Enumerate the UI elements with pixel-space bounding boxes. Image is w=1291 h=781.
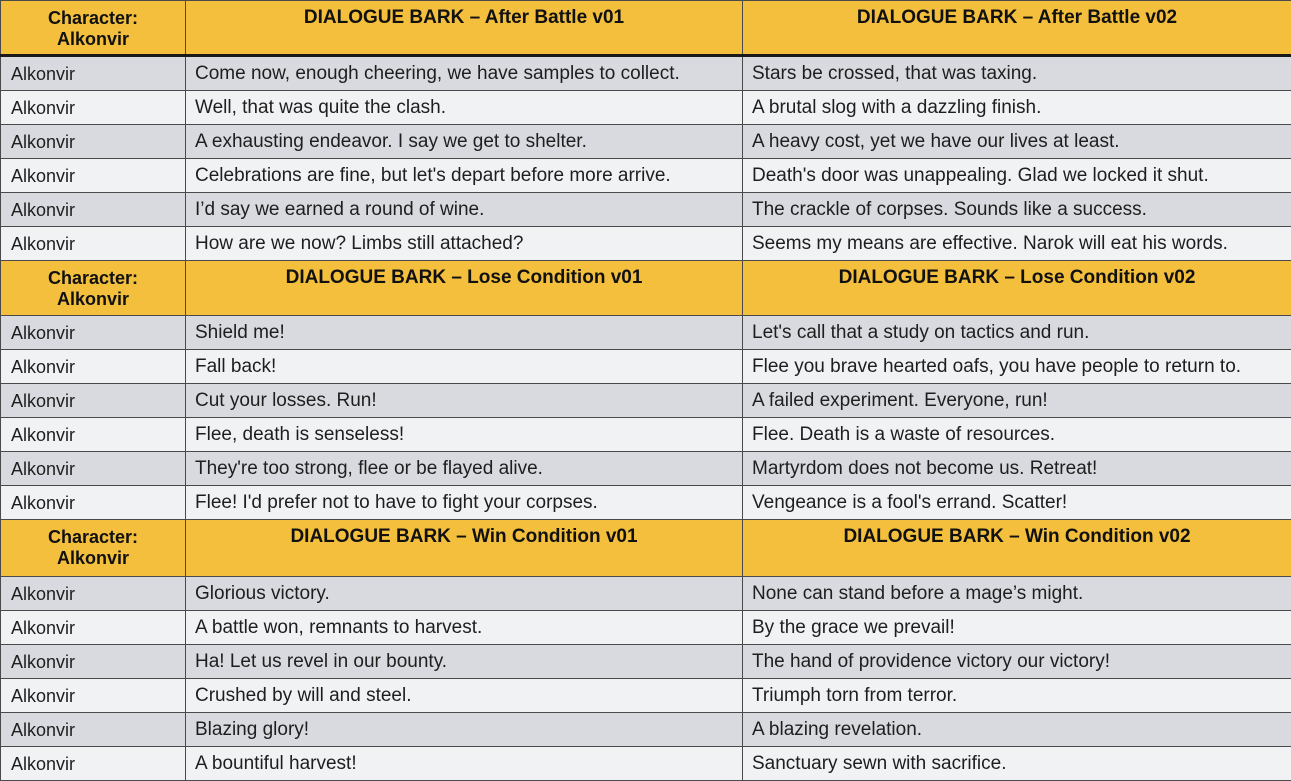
- section-header-win-condition: [1, 520, 1291, 577]
- character-label: Character:: [48, 527, 138, 547]
- bark-header-v01[interactable]: DIALOGUE BARK – After Battle v01: [186, 1, 743, 56]
- bark-cell-v01[interactable]: Flee, death is senseless!: [186, 418, 743, 452]
- bark-header-v02[interactable]: DIALOGUE BARK – After Battle v02: [743, 1, 1291, 56]
- bark-cell-v01[interactable]: Cut your losses. Run!: [186, 384, 743, 418]
- bark-cell-v02[interactable]: Flee you brave hearted oafs, you have people to return to.: [743, 350, 1291, 384]
- bark-cell-v01[interactable]: Shield me!: [186, 316, 743, 350]
- speaker-cell[interactable]: Alkonvir: [1, 452, 186, 486]
- bark-cell-v01[interactable]: A exhausting endeavor. I say we get to shelter.: [186, 125, 743, 159]
- bark-cell-v02[interactable]: By the grace we prevail!: [743, 611, 1291, 645]
- bark-cell-v02[interactable]: Stars be crossed, that was taxing.: [743, 56, 1291, 91]
- table-row: [1, 227, 1291, 261]
- bark-cell-v02[interactable]: Sanctuary sewn with sacrifice.: [743, 747, 1291, 781]
- bark-cell-v01[interactable]: Celebrations are fine, but let's depart before more arrive.: [186, 159, 743, 193]
- table-row: [1, 486, 1291, 520]
- bark-header-v01[interactable]: DIALOGUE BARK – Lose Condition v01: [186, 261, 743, 316]
- speaker-cell[interactable]: Alkonvir: [1, 713, 186, 747]
- bark-cell-v02[interactable]: A blazing revelation.: [743, 713, 1291, 747]
- table-row: [1, 747, 1291, 781]
- bark-cell-v01[interactable]: How are we now? Limbs still attached?: [186, 227, 743, 261]
- speaker-cell[interactable]: Alkonvir: [1, 611, 186, 645]
- bark-cell-v02[interactable]: None can stand before a mage’s might.: [743, 577, 1291, 611]
- bark-cell-v01[interactable]: Come now, enough cheering, we have samples to collect.: [186, 56, 743, 91]
- table-row: [1, 384, 1291, 418]
- table-row: [1, 350, 1291, 384]
- table-row: [1, 125, 1291, 159]
- table-row: [1, 91, 1291, 125]
- bark-header-v02[interactable]: DIALOGUE BARK – Win Condition v02: [743, 520, 1291, 577]
- section-header-after-battle: [1, 1, 1291, 56]
- bark-cell-v01[interactable]: A bountiful harvest!: [186, 747, 743, 781]
- character-name: Alkonvir: [57, 548, 129, 568]
- table-row: [1, 679, 1291, 713]
- table-row: [1, 452, 1291, 486]
- table-row: [1, 418, 1291, 452]
- bark-cell-v02[interactable]: A heavy cost, yet we have our lives at least.: [743, 125, 1291, 159]
- character-label: Character:: [48, 268, 138, 288]
- speaker-cell[interactable]: Alkonvir: [1, 747, 186, 781]
- table-row: [1, 316, 1291, 350]
- bark-cell-v01[interactable]: Ha! Let us revel in our bounty.: [186, 645, 743, 679]
- bark-cell-v01[interactable]: Glorious victory.: [186, 577, 743, 611]
- speaker-cell[interactable]: Alkonvir: [1, 384, 186, 418]
- speaker-cell[interactable]: Alkonvir: [1, 125, 186, 159]
- speaker-cell[interactable]: Alkonvir: [1, 577, 186, 611]
- bark-cell-v02[interactable]: A failed experiment. Everyone, run!: [743, 384, 1291, 418]
- bark-cell-v02[interactable]: Let's call that a study on tactics and run.: [743, 316, 1291, 350]
- character-name: Alkonvir: [57, 289, 129, 309]
- table-row: [1, 577, 1291, 611]
- bark-cell-v02[interactable]: Seems my means are effective. Narok will eat his words.: [743, 227, 1291, 261]
- bark-cell-v01[interactable]: Crushed by will and steel.: [186, 679, 743, 713]
- bark-cell-v02[interactable]: Triumph torn from terror.: [743, 679, 1291, 713]
- bark-cell-v01[interactable]: A battle won, remnants to harvest.: [186, 611, 743, 645]
- table-row: [1, 159, 1291, 193]
- bark-cell-v01[interactable]: They're too strong, flee or be flayed alive.: [186, 452, 743, 486]
- speaker-cell[interactable]: Alkonvir: [1, 91, 186, 125]
- speaker-cell[interactable]: Alkonvir: [1, 679, 186, 713]
- bark-cell-v01[interactable]: Well, that was quite the clash.: [186, 91, 743, 125]
- bark-cell-v02[interactable]: Martyrdom does not become us. Retreat!: [743, 452, 1291, 486]
- character-label: Character:: [48, 8, 138, 28]
- table-row: [1, 611, 1291, 645]
- speaker-cell[interactable]: Alkonvir: [1, 645, 186, 679]
- speaker-cell[interactable]: Alkonvir: [1, 227, 186, 261]
- bark-cell-v02[interactable]: The crackle of corpses. Sounds like a success.: [743, 193, 1291, 227]
- section-header-lose-condition: [1, 261, 1291, 316]
- bark-cell-v02[interactable]: Vengeance is a fool's errand. Scatter!: [743, 486, 1291, 520]
- character-header-cell[interactable]: [1, 520, 186, 577]
- speaker-cell[interactable]: Alkonvir: [1, 350, 186, 384]
- bark-cell-v01[interactable]: Fall back!: [186, 350, 743, 384]
- bark-cell-v01[interactable]: I’d say we earned a round of wine.: [186, 193, 743, 227]
- speaker-cell[interactable]: Alkonvir: [1, 418, 186, 452]
- bark-cell-v02[interactable]: The hand of providence victory our victory!: [743, 645, 1291, 679]
- character-header-cell[interactable]: [1, 261, 186, 316]
- speaker-cell[interactable]: Alkonvir: [1, 56, 186, 91]
- bark-header-v02[interactable]: DIALOGUE BARK – Lose Condition v02: [743, 261, 1291, 316]
- character-header-cell[interactable]: [1, 1, 186, 56]
- bark-cell-v01[interactable]: Flee! I'd prefer not to have to fight your corpses.: [186, 486, 743, 520]
- bark-cell-v02[interactable]: A brutal slog with a dazzling finish.: [743, 91, 1291, 125]
- table-row: [1, 645, 1291, 679]
- speaker-cell[interactable]: Alkonvir: [1, 316, 186, 350]
- bark-cell-v01[interactable]: Blazing glory!: [186, 713, 743, 747]
- speaker-cell[interactable]: Alkonvir: [1, 159, 186, 193]
- bark-cell-v02[interactable]: Flee. Death is a waste of resources.: [743, 418, 1291, 452]
- table-row: [1, 713, 1291, 747]
- table-row: [1, 56, 1291, 91]
- speaker-cell[interactable]: Alkonvir: [1, 193, 186, 227]
- bark-header-v01[interactable]: DIALOGUE BARK – Win Condition v01: [186, 520, 743, 577]
- bark-cell-v02[interactable]: Death's door was unappealing. Glad we locked it shut.: [743, 159, 1291, 193]
- character-name: Alkonvir: [57, 29, 129, 49]
- table-row: [1, 193, 1291, 227]
- speaker-cell[interactable]: Alkonvir: [1, 486, 186, 520]
